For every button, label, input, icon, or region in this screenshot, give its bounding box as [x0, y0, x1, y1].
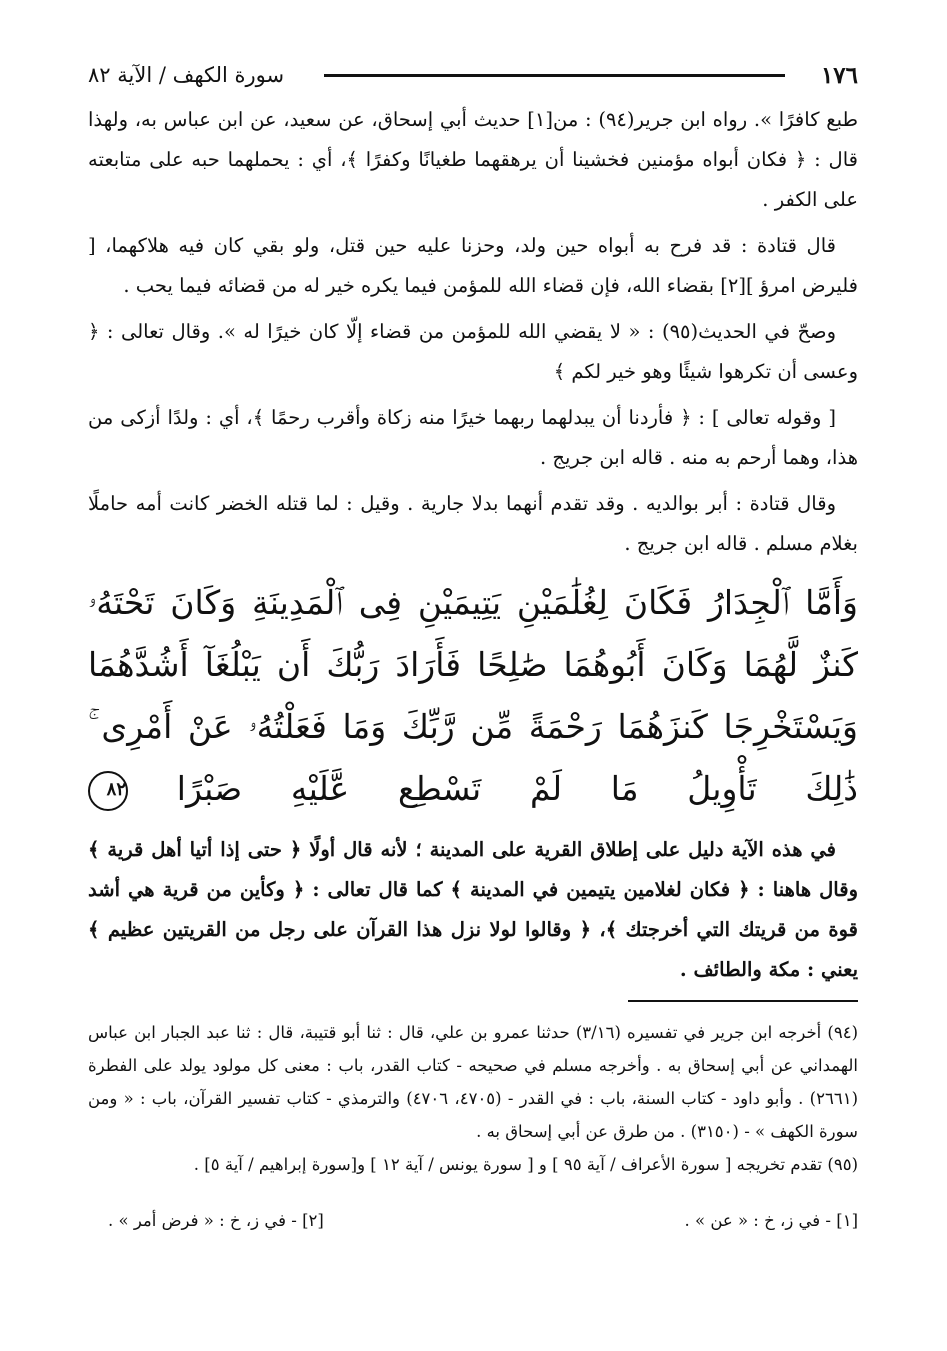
ayah-number-marker: ٨٢ [88, 771, 128, 811]
quran-verse-block [88, 572, 858, 820]
commentary-paragraph: في هذه الآية دليل على إطلاق القرية على المدينة ؛ لأنه قال أولًا ﴿ حتى إذا أتيا أهل قرية ﴾ وقال هاهنا : ﴿ فكان لغلامين يتيمين في المدينة ﴾ كما قال تعالى : ﴿ وكأين من قرية هي أشد قوة من قريتك التي أخرجتك ﴾، ﴿ وقالوا لولا نزل هذا القرآن على رجل من القريتين عظيم ﴾ يعني : مكة والطائف . [88, 838, 858, 981]
paragraph-2: قال قتادة : قد فرح به أبواه حين ولد، وحزنا عليه حين قتل، ولو بقي كان فيه هلاكهما، [ فليرض امرؤ ][٢] بقضاء الله، فإن قضاء الله للمؤمن فيما يكره خير له من قضائه فيما يحب . [88, 234, 858, 297]
page-header [88, 50, 858, 100]
paragraph-1: طبع كافرًا ». رواه ابن جرير(٩٤) : من[١] حديث أبي إسحاق، عن سعيد، عن ابن عباس به، ولهذا قال : ﴿ فكان أبواه مؤمنين فخشينا أن يرهقهما طغيانًا وكفرًا ﴾، أي : يحملهما حبه على متابعته على الكفر . [88, 108, 858, 211]
variant-1: [١] - في ز، خ : « عن » . [684, 1211, 858, 1230]
manuscript-variants [88, 1211, 858, 1230]
header-rule [324, 74, 785, 77]
book-page [88, 50, 858, 1230]
paragraph-3: وصحّ في الحديث(٩٥) : « لا يقضي الله للمؤمن من قضاء إلّا كان خيرًا له ». وقال تعالى : ﴿ وعسى أن تكرهوا شيئًا وهو خير لكم ﴾ [88, 320, 858, 383]
footnote-94: (٩٤) أخرجه ابن جرير في تفسيره (٣/١٦) حدثنا عمرو بن علي، قال : ثنا أبو قتيبة، قال : ثنا عبد الجبار ابن عباس الهمداني عن أبي إسحاق به . وأخرجه مسلم في صحيحه - كتاب القدر، باب : معنى كل مولود يولد على الفطرة (٢٦٦١) . وأبو داود - كتاب السنة، باب : في القدر - (٤٧٠٥، ٤٧٠٦) والترمذي - كتاب تفسير القرآن، باب : « ومن سورة الكهف » - (٣١٥٠) . من طرق عن أبي إسحاق به . [88, 1023, 858, 1141]
page-number: ١٧٦ [820, 61, 858, 89]
footnote-separator [628, 1000, 858, 1002]
variant-2: [٢] - في ز، خ : « فرض أمر » . [108, 1211, 324, 1230]
paragraph-4: [ وقوله تعالى ] : ﴿ فأردنا أن يبدلهما ربهما خيرًا منه زكاة وأقرب رحمًا ﴾، أي : ولدًا أزكى من هذا، وهما أرحم به منه . قاله ابن جريج . [88, 406, 858, 469]
quran-verse-text: وَأَمَّا ٱلْجِدَارُ فَكَانَ لِغُلَٰمَيْنِ يَتِيمَيْنِ فِى ٱلْمَدِينَةِ وَكَانَ تَحْتَهُۥ كَنزٌ لَّهُمَا وَكَانَ أَبُوهُمَا صَٰلِحًا فَأَرَادَ رَبُّكَ أَن يَبْلُغَآ أَشُدَّهُمَا وَيَسْتَخْرِجَا كَنزَهُمَا رَحْمَةً مِّن رَّبِّكَ وَمَا فَعَلْتُهُۥ عَنْ أَمْرِى ۚ ذَٰلِكَ تَأْوِيلُ مَا لَمْ تَسْطِع عَّلَيْهِ صَبْرًا [88, 583, 858, 808]
footnote-95: (٩٥) تقدم تخريجه [ سورة الأعراف / آية ٩٥ ] و [ سورة يونس / آية ١٢ ] و[سورة إبراهيم / آية ٥] . [193, 1155, 858, 1174]
paragraph-5: وقال قتادة : أبر بوالديه . وقد تقدم أنهما بدلا جارية . وقيل : لما قتله الخضر كانت أمه حاملًا بغلام مسلم . قاله ابن جريج . [88, 492, 858, 555]
running-title: سورة الكهف / الآية ٨٢ [88, 63, 285, 87]
